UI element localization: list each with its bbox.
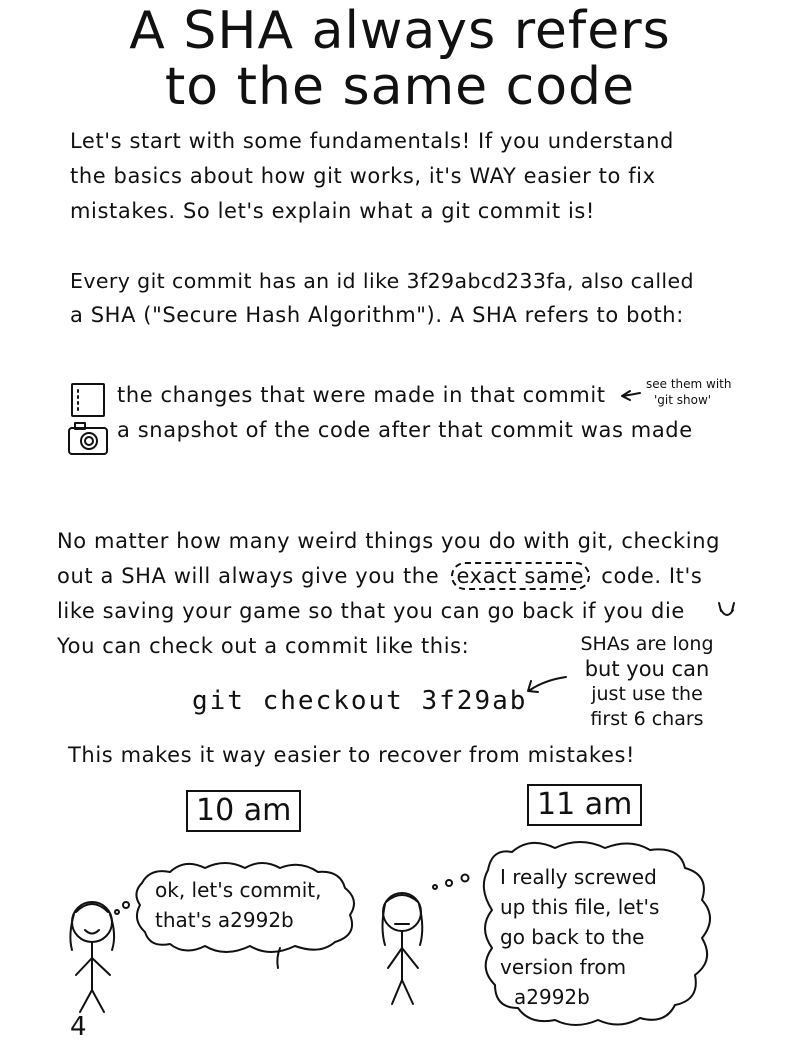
side-note-line-2: but you can: [584, 657, 710, 681]
time-label-11am: 11 am: [527, 784, 642, 826]
checkout-line-1: No matter how many weird things you do with git, checking: [57, 529, 721, 553]
intro-line-1: Let's start with some fundamentals! If you understand: [70, 129, 674, 153]
checkout-line-2-before: out a SHA will always give you the: [57, 564, 440, 588]
bubble-11am-line-5: a2992b: [514, 985, 590, 1009]
bubble-11am-line-4: version from: [500, 955, 627, 979]
bubble-10am-line-1: ok, let's commit,: [155, 878, 322, 902]
intro-line-2: the basics about how git works, it's WAY easier to fix: [70, 164, 656, 188]
sha-intro-line-1: Every git commit has an id like 3f29abcd233fa, also called: [70, 269, 694, 293]
bubble-11am-line-1: I really screwed: [500, 865, 657, 889]
bubble-11am-line-2: up this file, let's: [500, 895, 660, 919]
page-number: 4: [70, 1012, 87, 1042]
bubble-10am-line-2: that's a2992b: [155, 908, 294, 932]
git-show-note-line-2: 'git show': [654, 393, 712, 407]
stick-figure-worried: [383, 893, 423, 1004]
side-note-line-4: first 6 chars: [590, 708, 704, 730]
exact-same-highlight: exact same: [451, 562, 591, 590]
stick-figure-happy: [70, 902, 114, 1012]
side-note-line-1: SHAs are long: [580, 633, 714, 655]
bubble-11am-line-3: go back to the: [500, 925, 645, 949]
thought-bubble-11am: [500, 862, 659, 1012]
checkout-line-3: like saving your game so that you can go back if you die: [57, 599, 685, 623]
side-note-line-3: just use the: [591, 683, 703, 705]
git-show-note-line-1: see them with: [646, 377, 732, 391]
intro-line-3: mistakes. So let's explain what a git commit is!: [70, 199, 595, 223]
time-label-10am: 10 am: [186, 790, 301, 832]
sha-intro-line-2: a SHA ("Secure Hash Algorithm"). A SHA refers to both:: [70, 303, 684, 327]
snapshot-item: a snapshot of the code after that commit was made: [117, 418, 693, 442]
recover-line: This makes it way easier to recover from mistakes!: [68, 743, 636, 767]
page-title-line-1: A SHA always refers: [129, 1, 671, 61]
changes-item: the changes that were made in that commit: [117, 383, 606, 407]
git-checkout-command: git checkout 3f29ab: [192, 686, 528, 716]
checkout-line-2-after: code. It's: [601, 564, 703, 588]
thought-bubble-10am: [155, 875, 321, 935]
page-title-line-2: to the same code: [164, 57, 636, 117]
checkout-line-4: You can check out a commit like this:: [57, 634, 470, 658]
